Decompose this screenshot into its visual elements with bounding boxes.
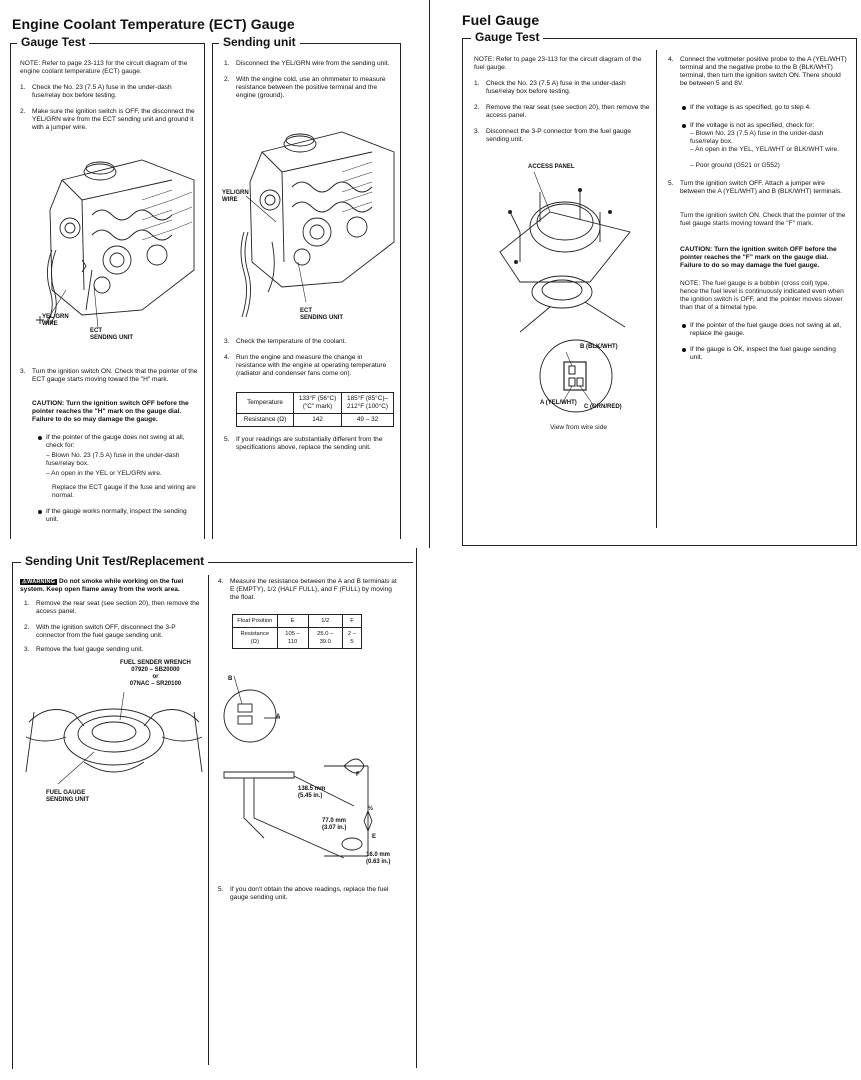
fuel-bullet-1 — [682, 104, 848, 114]
table-cell: E — [277, 615, 308, 628]
table-cell: Resistance (Ω) — [233, 628, 278, 649]
ect-step-3 — [20, 368, 198, 396]
su-label-sending-unit: ECT SENDING UNIT — [300, 308, 344, 321]
step-number: 5. — [224, 436, 230, 443]
step-text: Check the temperature of the coolant. — [236, 338, 347, 345]
step-number: 5. — [218, 886, 224, 893]
sending-step-4 — [218, 578, 398, 608]
lower-right-divider — [416, 548, 417, 1068]
bullet-text: If the pointer of the fuel gauge does not swing at all, replace the gauge. — [690, 322, 842, 337]
table-cell: 2 – 5 — [342, 628, 361, 649]
fuel-bullet-3 — [682, 322, 848, 338]
fuel-access-panel-illustration — [490, 172, 640, 332]
bullet-text: If the gauge works normally, inspect the sending unit. — [46, 508, 187, 523]
su-step-1 — [224, 60, 394, 70]
table-cell: 25.0 – 39.0 — [308, 628, 342, 649]
bullet-dot — [682, 124, 686, 128]
fuel-step-3 — [474, 128, 650, 148]
sending-step-3 — [24, 646, 200, 656]
step-number: 3. — [20, 368, 26, 375]
step-number: 2. — [474, 104, 480, 111]
sending-label-b: B — [228, 676, 233, 682]
table-cell: 105 – 110 — [277, 628, 308, 649]
fuel-label-c: C (GRN/RED) — [584, 404, 622, 410]
step-text: If your readings are substantially different from the specifications above, replace the sending unit. — [236, 436, 383, 451]
ect-sending-unit-heading: Sending unit — [219, 35, 300, 49]
fuel-bullet-4 — [682, 346, 848, 362]
page-divider — [429, 0, 430, 548]
ect-step-2 — [20, 108, 198, 136]
step-number: 2. — [24, 624, 30, 631]
step-number: 4. — [218, 578, 224, 585]
table-cell: Resistance (Ω) — [237, 414, 294, 427]
ect-gauge-test-heading: Gauge Test — [17, 35, 89, 49]
ect-caution: CAUTION: Turn the ignition switch OFF before the pointer reaches the "H" mark on the gauge dial. Failure to do so may damage the gauge. — [32, 400, 189, 423]
ect-bullet-2 — [38, 508, 198, 524]
ect-bullet-1-sub-2: – An open in the YEL or YEL/GRN wire. — [46, 470, 162, 477]
fuel-note-2: NOTE: The fuel gauge is a bobbin (cross coil) type, hence the fuel level is continuously indicated even when the ignition switch is OFF, and the pointer moves slower than that of a bimetal type. — [680, 280, 844, 311]
table-cell: 133°F (56°C) ("C" mark) — [294, 393, 342, 414]
su-resistance-table — [236, 392, 394, 427]
fuel-label-a: A (YEL/WHT) — [540, 400, 577, 406]
step-text: Remove the fuel gauge sending unit. — [36, 646, 144, 653]
step-number: 1. — [474, 80, 480, 87]
sending-label-half: ½ — [368, 806, 374, 812]
step-text: Measure the resistance between the A and B terminals at E (EMPTY), 1/2 (HALF FULL), and F (FULL) by moving the float. — [230, 578, 397, 601]
fuel-step-4 — [668, 56, 848, 94]
bullet-dot — [682, 324, 686, 328]
ect-label-sending-unit: ECT SENDING UNIT — [90, 328, 134, 341]
fuel-note: NOTE: Refer to page 23-113 for the circuit diagram of the fuel gauge. — [474, 56, 642, 71]
step-text: Disconnect the 3-P connector from the fuel gauge sending unit. — [486, 128, 632, 143]
step-number: 4. — [668, 56, 674, 63]
table-row — [237, 393, 394, 414]
step-text: Disconnect the YEL/GRN wire from the sending unit. — [236, 60, 390, 67]
bullet-dot — [682, 348, 686, 352]
sending-step-1 — [24, 600, 200, 620]
su-step-4 — [224, 354, 394, 382]
warning-tag: ⚠WARNING — [22, 579, 56, 585]
ect-step-1 — [20, 84, 198, 104]
sending-label-f: F — [356, 772, 360, 778]
fuel-step-5 — [668, 180, 848, 208]
step-text: With the engine cold, use an ohmmeter to measure resistance between the positive terminal and the engine (ground). — [236, 76, 386, 99]
table-row — [233, 628, 362, 649]
sending-resistance-table — [232, 614, 362, 649]
table-row — [233, 615, 362, 628]
step-number: 3. — [24, 646, 30, 653]
step-text: Turn the ignition switch OFF. Attach a jumper wire between the A (YEL/WHT) and B (BLK/WHT) terminals. — [680, 180, 842, 195]
sending-dim-2: 77.0 mm (3.07 in.) — [322, 818, 347, 831]
fuel-step-2 — [474, 104, 650, 124]
bullet-text: If the voltage is not as specified, check for: — [690, 122, 815, 129]
ect-bullet-1-tail: Replace the ECT gauge if the fuse and wiring are normal. — [52, 484, 196, 499]
step-text: Turn the ignition switch ON. Check that the pointer of the ECT gauge starts moving toward the "H" mark. — [32, 368, 198, 383]
step-number: 2. — [224, 76, 230, 83]
sending-step-5 — [218, 886, 398, 906]
step-text: Make sure the ignition switch is OFF, the disconnect the YEL/GRN wire from the ECT sending unit and ground it with a jumper wire. — [32, 108, 195, 131]
step-text: Remove the rear seat (see section 20), then remove the access panel. — [486, 104, 650, 119]
fuel-label-view: View from wire side — [550, 424, 608, 431]
step-number: 2. — [20, 108, 26, 115]
sending-column-divider — [208, 575, 209, 1065]
bullet-dot — [38, 436, 42, 440]
table-cell: Temperature — [237, 393, 294, 414]
fuel-bullet-2-sub-2: – An open in the YEL, YEL/WHT or BLK/WHT wire. — [690, 146, 840, 153]
table-cell: 1/2 — [308, 615, 342, 628]
ect-title: Engine Coolant Temperature (ECT) Gauge — [12, 16, 295, 32]
bullet-text: If the voltage is as specified, go to step 4. — [690, 104, 811, 111]
table-cell: 185°F (85°C)– 212°F (100°C) — [342, 393, 394, 414]
bullet-text: If the gauge is OK, inspect the fuel gauge sending unit. — [690, 346, 836, 361]
step-number: 1. — [20, 84, 26, 91]
fuel-label-access-panel: ACCESS PANEL — [528, 164, 575, 170]
ect-bullet-1 — [38, 434, 198, 450]
fuel-gauge-test-heading: Gauge Test — [471, 30, 543, 44]
table-row — [237, 414, 394, 427]
sending-label-e: E — [372, 834, 377, 840]
fuel-step-1 — [474, 80, 650, 100]
su-engine-illustration — [222, 112, 398, 327]
step-number: 3. — [474, 128, 480, 135]
sending-unit-heading: Sending Unit Test/Replacement — [21, 554, 208, 568]
step-number: 4. — [224, 354, 230, 361]
sending-float-illustration — [214, 676, 404, 876]
fuel-caution: CAUTION: Turn the ignition switch OFF before the pointer reaches the "F" mark on the gauge dial. Failure to do so may damage the fuel gauge. — [680, 246, 837, 269]
sending-wrench-illustration — [24, 692, 204, 792]
step-text: Remove the rear seat (see section 20), then remove the access panel. — [36, 600, 200, 615]
bullet-text: If the pointer of the gauge does not swing at all, check for: — [46, 434, 185, 449]
su-step-2 — [224, 76, 394, 104]
table-cell: Float Position — [233, 615, 278, 628]
sending-label-a: A — [276, 714, 281, 720]
sending-warning — [20, 578, 200, 594]
step-number: 1. — [24, 600, 30, 607]
table-cell: 49 – 32 — [342, 414, 394, 427]
step-text: Check the No. 23 (7.5 A) fuse in the under-dash fuse/relay box before testing. — [486, 80, 626, 95]
fuel-column-divider — [656, 50, 657, 528]
bullet-dot — [38, 510, 42, 514]
table-cell: 142 — [294, 414, 342, 427]
sending-step-2 — [24, 624, 200, 644]
step-text: If you don't obtain the above readings, replace the fuel gauge sending unit. — [230, 886, 389, 901]
fuel-title: Fuel Gauge — [462, 12, 540, 28]
sending-dim-3: 16.0 mm (0.63 in.) — [366, 852, 391, 865]
table-cell: F — [342, 615, 361, 628]
step-text: With the ignition switch OFF, disconnect the 3-P connector from the fuel gauge sending unit. — [36, 624, 176, 639]
ect-bullet-1-sub-1: – Blown No. 23 (7.5 A) fuse in the under-dash fuse/relay box. — [46, 452, 180, 467]
step-text: Connect the voltmeter positive probe to the A (YEL/WHT) terminal and the negative probe to the B (BLK/WHT) terminal, then turn the ignition switch ON. There should be between 5 and 8V. — [680, 56, 847, 87]
ect-label-yel-grn-wire: YEL/GRN WIRE — [42, 314, 69, 327]
fuel-step-5b: Turn the ignition switch ON. Check that the pointer of the fuel gauge starts moving toward the "F" mark. — [680, 212, 846, 227]
warning-text: Do not smoke while working on the fuel system. Keep open flame away from the work area. — [20, 578, 184, 593]
su-step-5 — [224, 436, 394, 456]
sending-label-unit: FUEL GAUGE SENDING UNIT — [46, 790, 90, 803]
fuel-bullet-2-sub-3: – Poor ground (G521 or G552) — [690, 162, 780, 169]
step-text: Check the No. 23 (7.5 A) fuse in the under-dash fuse/relay box before testing. — [32, 84, 172, 99]
ect-note: NOTE: Refer to page 23-113 for the circuit diagram of the engine coolant temperature (ECT) gauge. — [20, 60, 188, 75]
step-number: 3. — [224, 338, 230, 345]
step-number: 1. — [224, 60, 230, 67]
su-step-3 — [224, 338, 394, 348]
su-label-yel-grn-wire: YEL/GRN WIRE — [222, 190, 249, 203]
sending-dim-1: 138.5 mm (5.45 in.) — [298, 786, 326, 799]
step-text: Run the engine and measure the change in resistance with the engine at operating temperature (radiator and condenser fans come on). — [236, 354, 387, 377]
fuel-label-b: B (BLK/WHT) — [580, 344, 618, 350]
sending-label-wrench: FUEL SENDER WRENCH 07920 – SB20000 or 07NAC – SR20100 — [120, 660, 191, 687]
fuel-bullet-2-sub-1: – Blown No. 23 (7.5 A) fuse in the under-dash fuse/relay box. — [690, 130, 824, 145]
step-number: 5. — [668, 180, 674, 187]
bullet-dot — [682, 106, 686, 110]
